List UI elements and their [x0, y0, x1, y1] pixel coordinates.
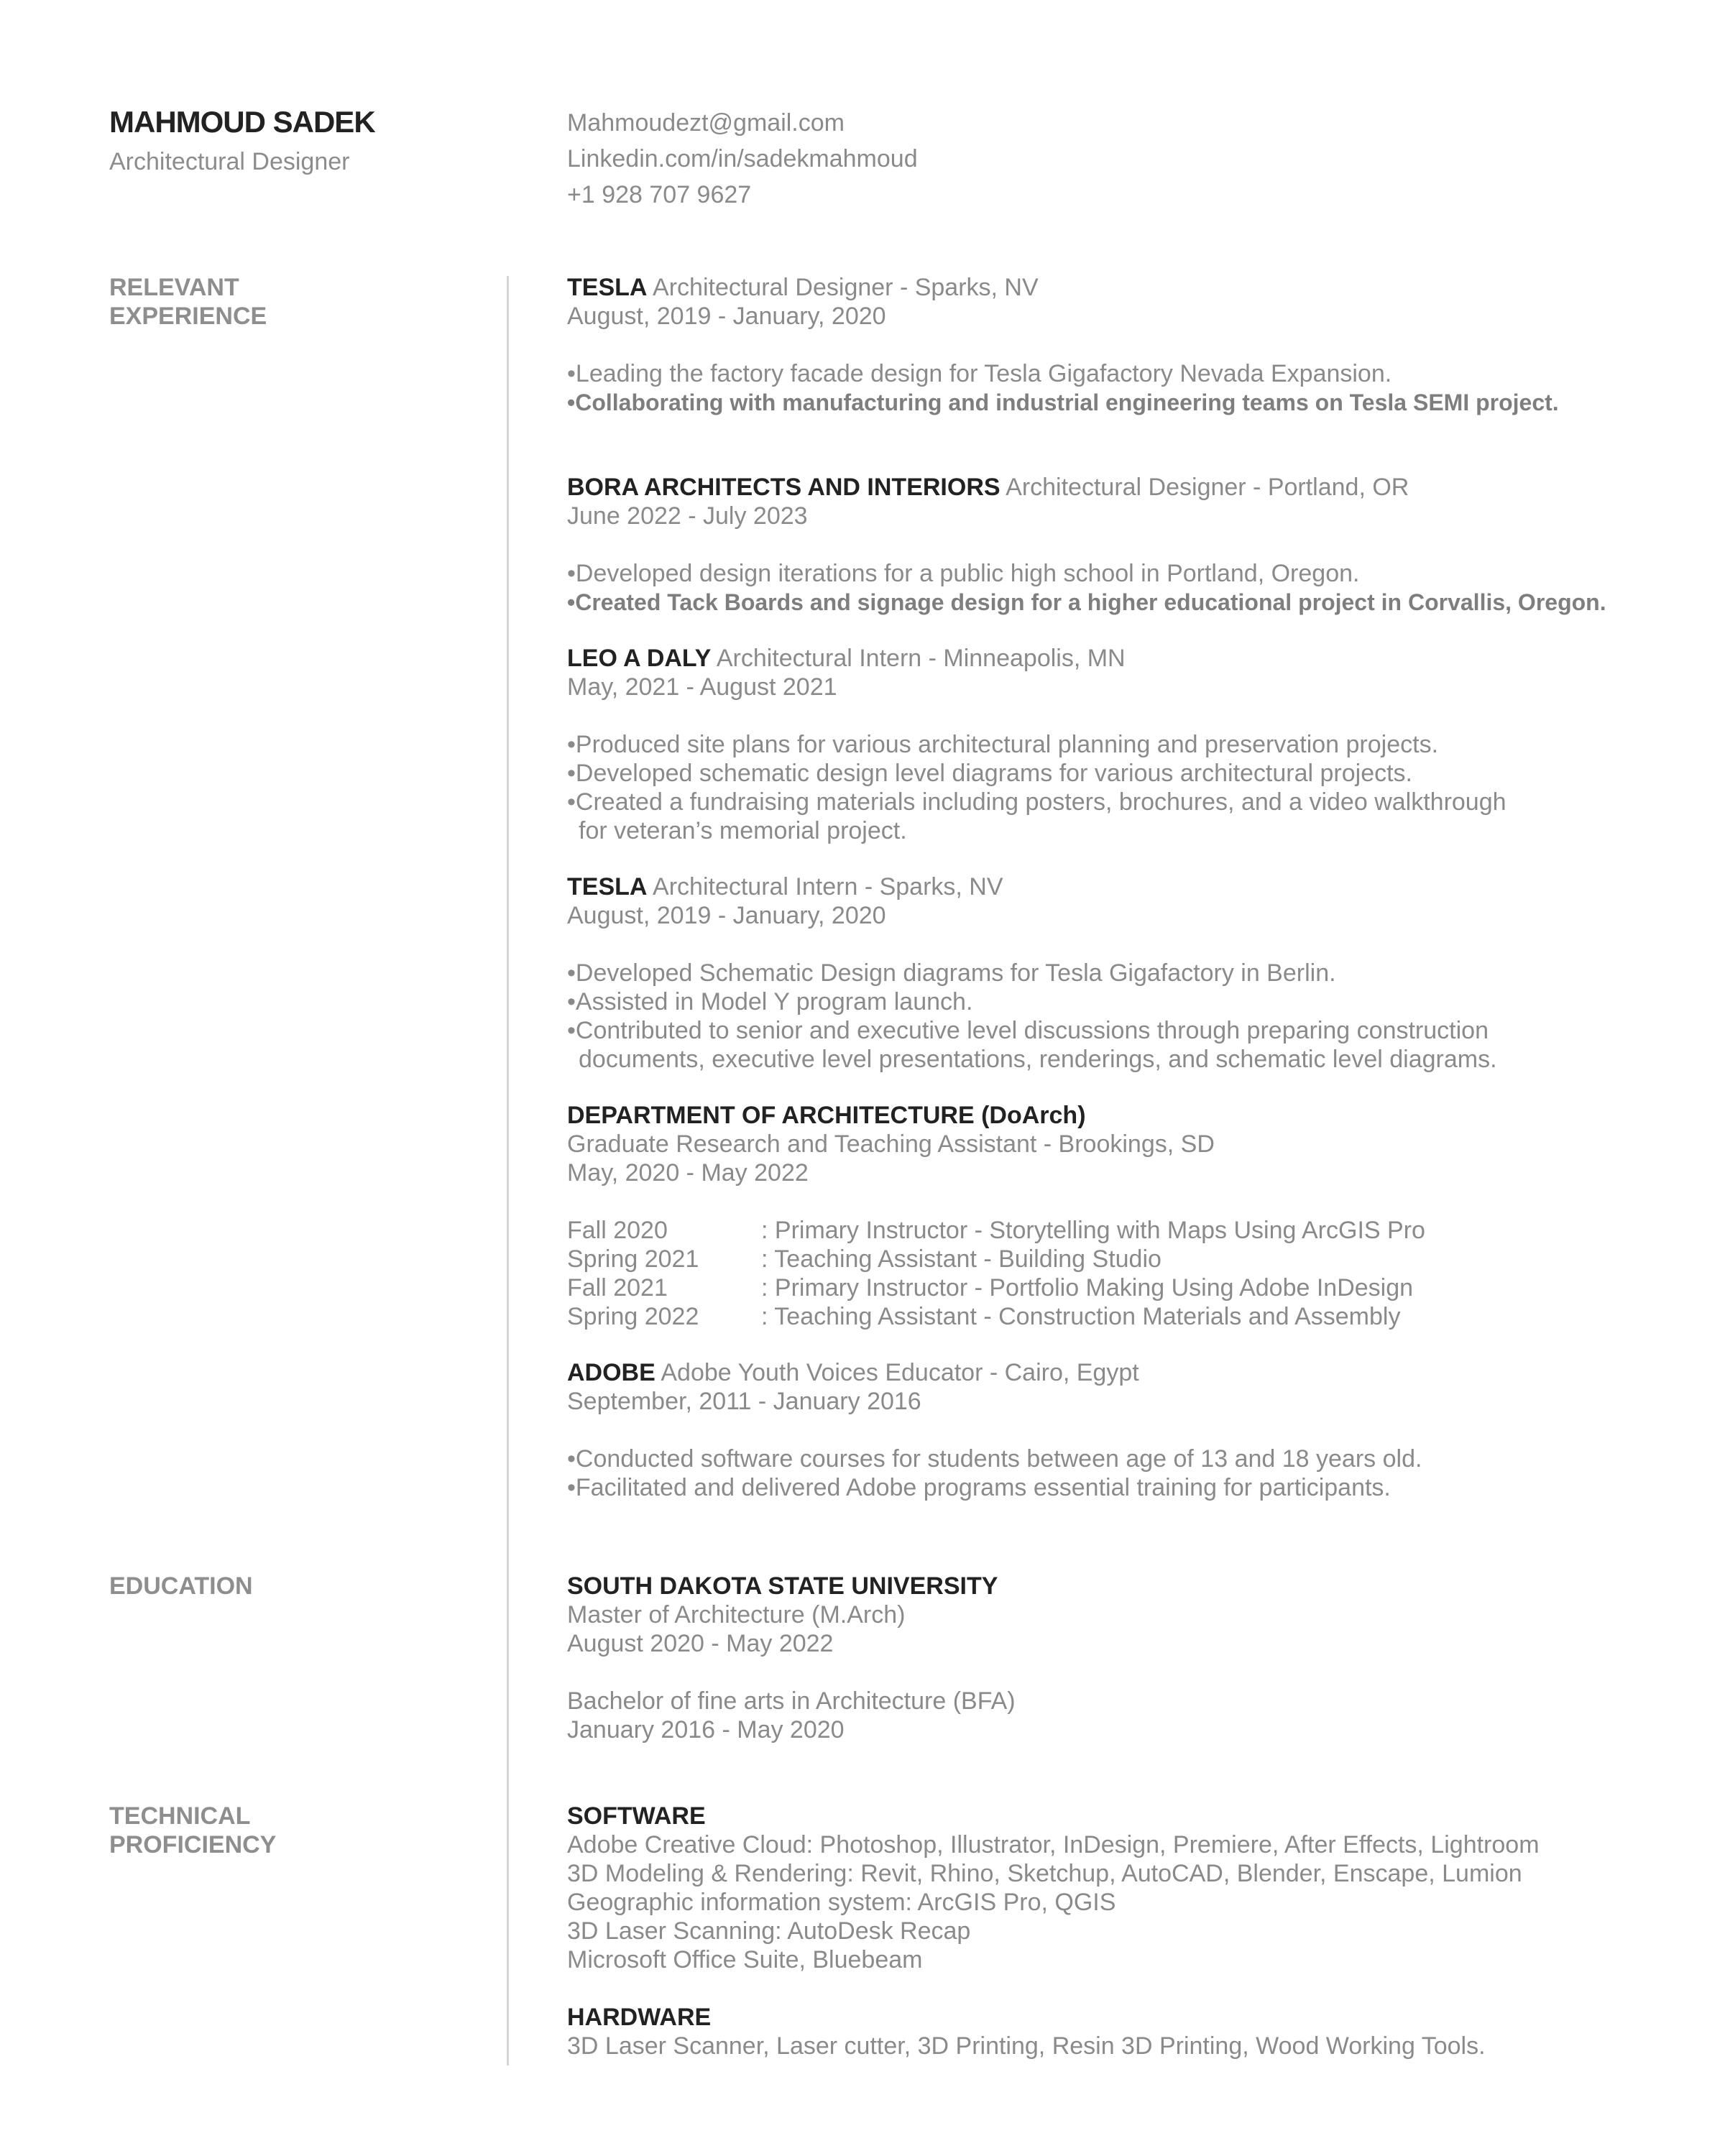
job-dates: August, 2019 - January, 2020 [567, 902, 886, 929]
degree-dates: January 2016 - May 2020 [567, 1716, 845, 1743]
bullet-item: •Developed Schematic Design diagrams for Tesla Gigafactory in Berlin. [567, 959, 1336, 987]
section-label-education [109, 1572, 253, 1600]
email-link[interactable]: Mahmoudezt@gmail.com [567, 109, 845, 137]
course-term: Fall 2020 [567, 1217, 668, 1244]
bullet-item: •Leading the factory facade design for Tesla Gigafactory Nevada Expansion. [567, 360, 1392, 387]
company-name: BORA ARCHITECTS AND INTERIORS [567, 474, 1000, 501]
hardware-heading: HARDWARE [567, 2004, 712, 2031]
job-dates: May, 2021 - August 2021 [567, 673, 837, 701]
section-label-line: EDUCATION [109, 1572, 253, 1600]
resume-role: Architectural Designer [109, 148, 350, 175]
bullet-item: •Assisted in Model Y program launch. [567, 988, 973, 1015]
job-title: Architectural Intern - Minneapolis, MN [716, 645, 1126, 672]
software-heading: SOFTWARE [567, 1802, 706, 1830]
company-name: LEO A DALY [567, 645, 712, 672]
section-label-line: PROFICIENCY [109, 1831, 277, 1858]
bullet-item: •Developed schematic design level diagrams for various architectural projects. [567, 760, 1413, 787]
company-name: DEPARTMENT OF ARCHITECTURE (DoArch) [567, 1102, 1086, 1129]
section-label-line: EXPERIENCE [109, 303, 267, 330]
job-dates: August, 2019 - January, 2020 [567, 303, 886, 330]
job-title: Graduate Research and Teaching Assistant - Brookings, SD [567, 1130, 1215, 1158]
job-dates: May, 2020 - May 2022 [567, 1159, 809, 1187]
software-item: 3D Modeling & Rendering: Revit, Rhino, Sketchup, AutoCAD, Blender, Enscape, Lumion [567, 1860, 1522, 1887]
course-desc: : Teaching Assistant - Construction Materials and Assembly [761, 1303, 1401, 1330]
software-item: Adobe Creative Cloud: Photoshop, Illustrator, InDesign, Premiere, After Effects, Lightroom [567, 1831, 1540, 1858]
job-title: Architectural Intern - Sparks, NV [653, 873, 1003, 900]
company-name: TESLA [567, 873, 648, 900]
software-item: Geographic information system: ArcGIS Pro, QGIS [567, 1889, 1116, 1916]
job-title: Architectural Designer - Portland, OR [1006, 474, 1409, 501]
bullet-item: documents, executive level presentations, renderings, and schematic level diagrams. [579, 1046, 1497, 1073]
experience-entry [567, 872, 1688, 1074]
experience-entry [567, 644, 1688, 845]
job-dates: September, 2011 - January 2016 [567, 1388, 921, 1415]
job-dates: June 2022 - July 2023 [567, 502, 808, 530]
course-term: Spring 2021 [567, 1245, 699, 1273]
course-term: Spring 2022 [567, 1303, 699, 1330]
section-label-technical [109, 1802, 276, 1859]
degree: Bachelor of fine arts in Architecture (BFA) [567, 1687, 1016, 1715]
resume-name: MAHMOUD SADEK [109, 105, 375, 139]
course-row [567, 1245, 1688, 1273]
experience-entry [567, 1101, 1688, 1331]
course-desc: : Primary Instructor - Portfolio Making Using Adobe InDesign [761, 1274, 1414, 1302]
experience-list [567, 273, 1688, 1502]
job-title: Architectural Designer - Sparks, NV [653, 274, 1039, 301]
experience-entry [567, 473, 1688, 617]
hardware-list: 3D Laser Scanner, Laser cutter, 3D Printing, Resin 3D Printing, Wood Working Tools. [567, 2032, 1486, 2060]
bullet-item: •Developed design iterations for a public high school in Portland, Oregon. [567, 560, 1360, 587]
course-row [567, 1302, 1688, 1331]
bullet-item: •Collaborating with manufacturing and industrial engineering teams on Tesla SEMI project. [567, 390, 1559, 415]
course-row [567, 1273, 1688, 1302]
education-block [567, 1572, 1688, 1744]
company-name: TESLA [567, 274, 648, 301]
technical-block [567, 1802, 1688, 2060]
linkedin-link[interactable]: Linkedin.com/in/sadekmahmoud [567, 145, 918, 172]
section-label-experience [109, 273, 267, 331]
bullet-item: •Facilitated and delivered Adobe programs essential training for participants. [567, 1474, 1391, 1501]
bullet-item: •Conducted software courses for students between age of 13 and 18 years old. [567, 1445, 1422, 1473]
job-title: Adobe Youth Voices Educator - Cairo, Egypt [661, 1359, 1139, 1386]
vertical-divider [507, 276, 509, 2065]
section-label-line: RELEVANT [109, 274, 239, 301]
course-desc: : Teaching Assistant - Building Studio [761, 1245, 1162, 1273]
contact-block [567, 105, 918, 213]
bullet-item: •Created a fundraising materials including posters, brochures, and a video walkthrough [567, 788, 1506, 816]
section-label-line: TECHNICAL [109, 1802, 251, 1830]
phone-number: +1 928 707 9627 [567, 181, 752, 208]
bullet-item: for veteran’s memorial project. [579, 817, 907, 844]
course-term: Fall 2021 [567, 1274, 668, 1302]
degree-dates: August 2020 - May 2022 [567, 1630, 834, 1657]
software-item: 3D Laser Scanning: AutoDesk Recap [567, 1917, 971, 1945]
company-name: ADOBE [567, 1359, 656, 1386]
experience-entry [567, 273, 1688, 417]
course-row [567, 1216, 1688, 1245]
bullet-item: •Created Tack Boards and signage design for a higher educational project in Corvallis, Oregon. [567, 589, 1606, 615]
degree: Master of Architecture (M.Arch) [567, 1601, 906, 1628]
experience-entry [567, 1358, 1688, 1502]
software-item: Microsoft Office Suite, Bluebeam [567, 1946, 923, 1973]
bullet-item: •Contributed to senior and executive level discussions through preparing construction [567, 1017, 1489, 1044]
course-desc: : Primary Instructor - Storytelling with Maps Using ArcGIS Pro [761, 1217, 1425, 1244]
school-name: SOUTH DAKOTA STATE UNIVERSITY [567, 1572, 998, 1600]
bullet-item: •Produced site plans for various architectural planning and preservation projects. [567, 731, 1439, 758]
